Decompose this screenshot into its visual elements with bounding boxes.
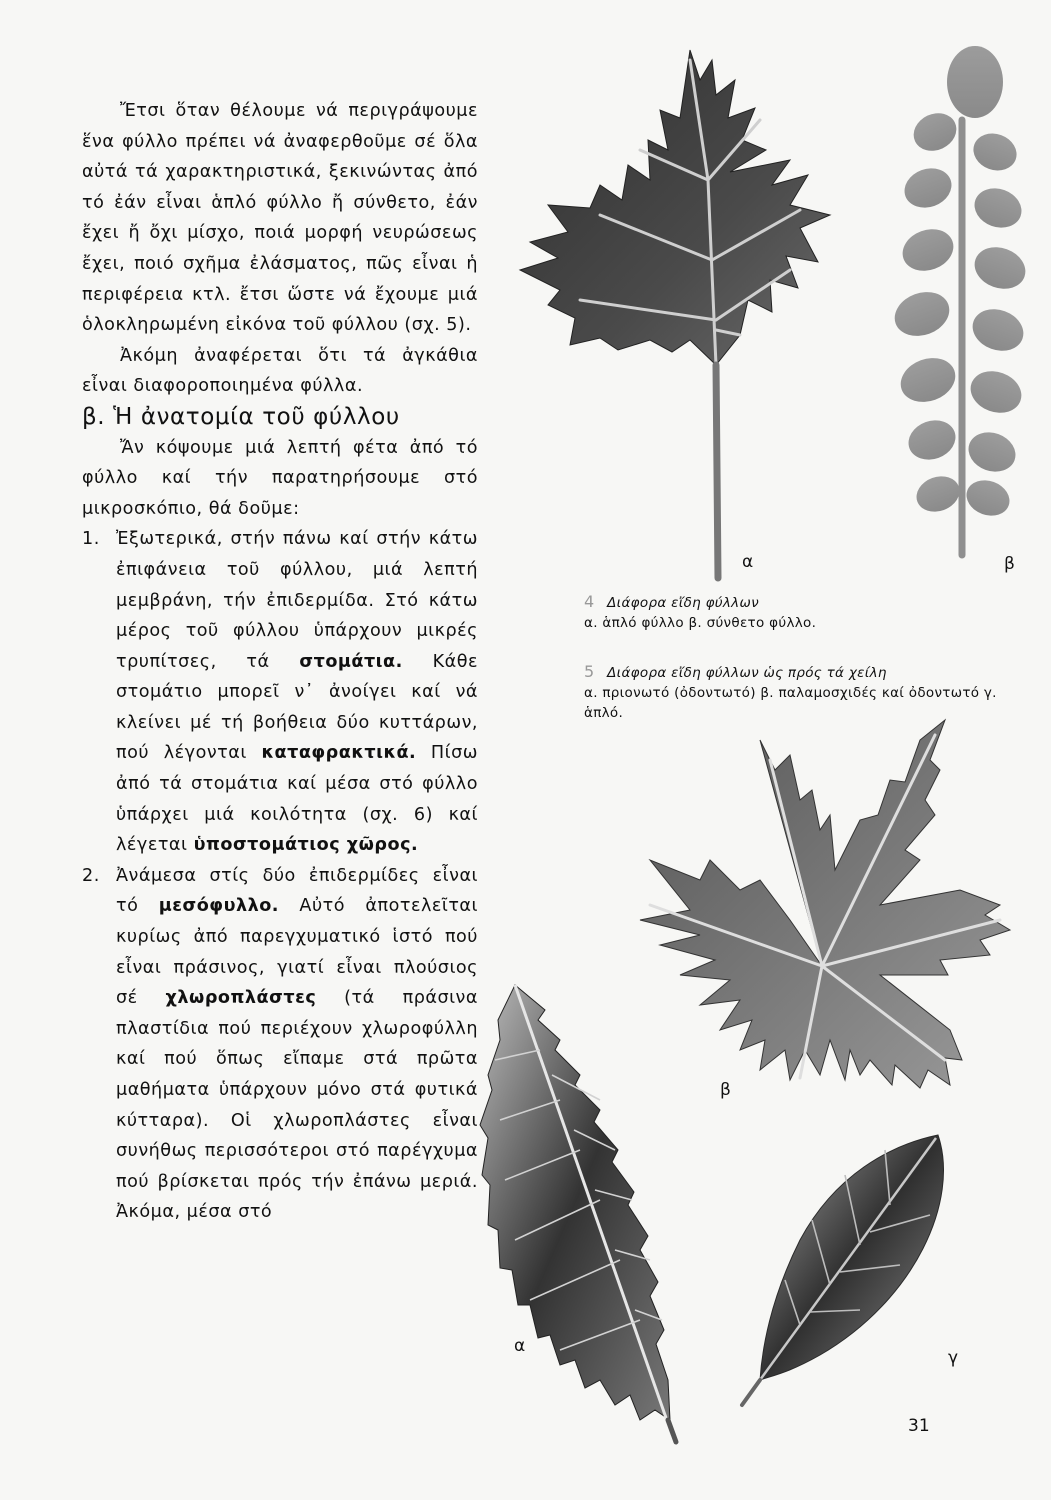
- list-text: Ἐξωτερικά, στήν πάνω καί στήν κάτω ἐπιφάνεια τοῦ φύλλου, μιά λεπτή μεμβράνη, τήν ἐπιδερμίδα. Στό κάτω μέρος τοῦ φύλλου ὑπάρχουν μικρές τρυπίτσες, τά: [116, 529, 478, 672]
- list-text: Κάθε στομάτιο μπορεῖ ν᾽ ἀνοίγει καί νά κλείνει μέ τή βοήθεια δύο κυττάρων, πού λέγονται: [116, 651, 478, 764]
- figure4-description: α. ἁπλό φύλλο β. σύνθετο φύλλο.: [584, 615, 817, 631]
- fig4-label-b: β: [1004, 554, 1015, 574]
- term-chloroplasts: χλωροπλάστες: [165, 988, 317, 1009]
- compound-leaf-image: [889, 46, 1032, 555]
- list-text: Αὐτό ἀποτελεῖται κυρίως ἀπό παρεγχυματικό ἱστό πού εἶναι πράσινος, γιατί εἶναι πλούσιος σέ: [116, 896, 478, 1009]
- term-mesophyll: μεσόφυλλο.: [158, 896, 279, 917]
- term-substomatal-chamber: ὑποστομάτιος χῶρος.: [193, 835, 419, 856]
- figure4-title: Διάφορα εἴδη φύλλων: [607, 595, 759, 611]
- page-number: 31: [908, 1416, 930, 1436]
- list-number: 1.: [82, 529, 100, 550]
- list-text: Πίσω ἀπό τά στομάτια καί μέσα στό φύλλο ὑπάρχει μιά κοιλότητα (σχ. 6) καί λέγεται: [116, 743, 478, 856]
- figure5-caption: [584, 662, 1014, 723]
- maple-leaf-image: [520, 50, 830, 578]
- term-guard-cells: καταφρακτικά.: [261, 743, 417, 764]
- fig5-label-b: β: [720, 1080, 731, 1100]
- paragraph-microscope: Ἄν κόψουμε μιά λεπτή φέτα ἀπό τό φύλλο καί τήν παρατηρήσουμε στό μικροσκόπιο, θά δοῦμε:: [82, 437, 478, 519]
- palmate-leaf-image: [640, 720, 1010, 1088]
- figure4-caption: [584, 592, 1024, 633]
- paragraph-thorns: Ἀκόμη ἀναφέρεται ὅτι τά ἀγκάθια εἶναι διαφοροποιημένα φύλλα.: [82, 345, 478, 397]
- simple-leaf-image: [742, 1135, 943, 1405]
- paragraph-description: Ἔτσι ὅταν θέλουμε νά περιγράψουμε ἕνα φύλλο πρέπει νά ἀναφερθοῦμε σέ ὅλα αὐτά τά χαρακτηριστικά, ξεκινώντας ἀπό τό ἐάν εἶναι ἁπλό φύλλο ἤ σύνθετο, ἐάν ἔχει ἤ ὄχι μίσχο, ποιά μορφή νευρώσεως ἔχει, ποιό σχῆμα ἐλάσματος, πῶς εἶναι ἡ περιφέρεια κτλ. ἔτσι ὥστε νά ἔχουμε μιά ὁλοκληρωμένη εἰκόνα τοῦ φύλλου (σχ. 5).: [82, 101, 478, 336]
- figure5-description: α. πριονωτό (ὀδοντωτό) β. παλαμοσχιδές καί ὀδοντωτό γ. ἁπλό.: [584, 685, 997, 721]
- term-stomata: στομάτια.: [299, 651, 403, 672]
- fig5-label-a: α: [514, 1336, 526, 1356]
- figure5-title: Διάφορα εἴδη φύλλων ὡς πρός τά χείλη: [607, 665, 887, 681]
- list-text: Ἀνάμεσα στίς δύο ἐπιδερμίδες εἶναι τό: [116, 865, 478, 917]
- section-heading: β. Ἡ ἀνατομία τοῦ φύλλου: [82, 403, 400, 430]
- fig4-label-a: α: [742, 552, 754, 572]
- serrated-leaf-image: [480, 985, 676, 1442]
- fig5-label-g: γ: [948, 1348, 959, 1368]
- list-text: (τά πράσινα πλαστίδια πού περιέχουν χλωροφύλλη καί πού ὅπως εἴπαμε στά πρῶτα μαθήματα ὑπάρχουν μόνο στά φυτικά κύτταρα). Οἱ χλωροπλάστες εἶναι συνήθως περισσότεροι στό παρέγχυμα πού βρίσκεται πρός τήν ἐπάνω μεριά. Ἀκόμα, μέσα στό: [116, 988, 478, 1223]
- figure5-number: 5: [584, 662, 595, 681]
- list-number: 2.: [82, 865, 100, 886]
- figure4-number: 4: [584, 592, 595, 611]
